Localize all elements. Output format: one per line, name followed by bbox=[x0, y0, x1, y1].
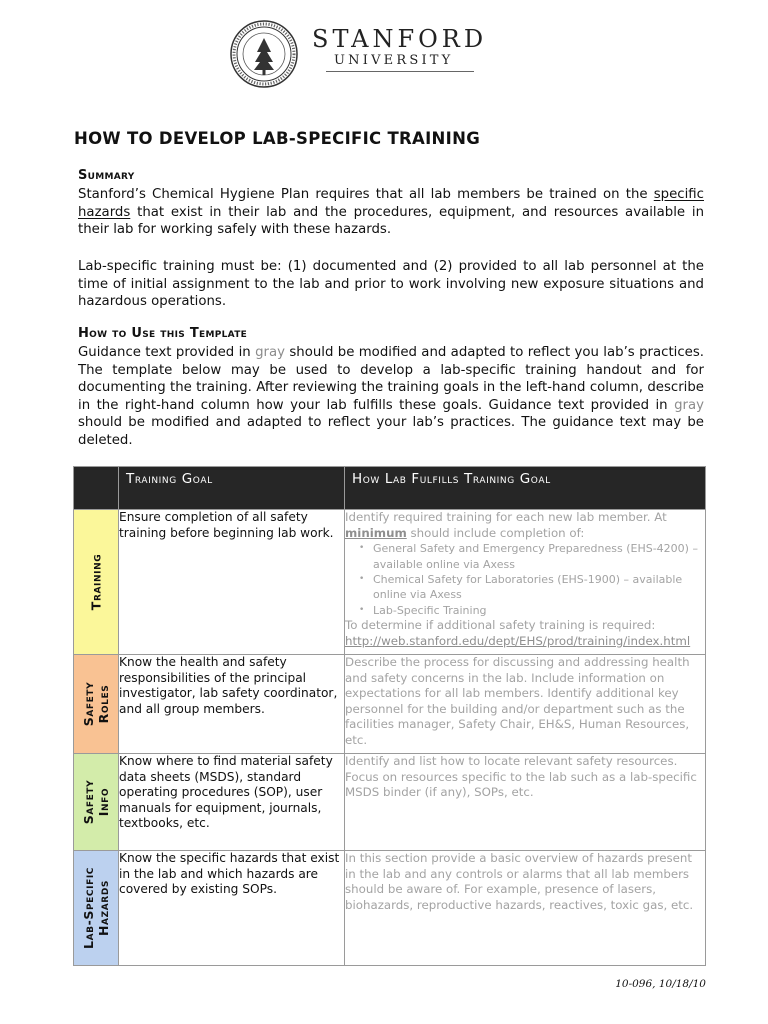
training-goal-cell: Know the specific hazards that exist in the lab and which hazards are covered by existing SOPs. bbox=[119, 851, 345, 966]
summary-heading: Summary bbox=[78, 168, 135, 183]
specific-hazards-link[interactable]: specific hazards bbox=[78, 187, 704, 220]
training-goal-cell: Know where to find material safety data sheets (MSDS), standard operating procedures (SOP), user manuals for equipment, journals, textbooks, etc. bbox=[119, 754, 345, 851]
header-corner-cell bbox=[74, 467, 119, 510]
training-goal-cell: Ensure completion of all safety training before beginning lab work. bbox=[119, 510, 345, 655]
side-label-safety-info: Safety Info bbox=[74, 754, 119, 851]
table-row bbox=[74, 754, 706, 851]
guidance-cell[interactable]: Identify required training for each new lab member. At minimum should include completion of: • General Safety and Emergency Preparedness (EHS-4200) – available online via Axess • Chemical Safety for Laboratories (EHS-1900) – available online via Axess • Lab-Specific Training To determine if additional safety training is required: http://web.stanford.edu/dept/EHS/prod/training/index.html bbox=[345, 510, 706, 655]
table-row bbox=[74, 851, 706, 966]
university-subtitle: UNIVERSITY bbox=[334, 53, 454, 68]
gray-keyword: gray bbox=[255, 345, 286, 360]
training-goal-cell: Know the health and safety responsibilities of the principal investigator, lab safety coordinator, and all group members. bbox=[119, 655, 345, 754]
summary-paragraph-2: Lab-specific training must be: (1) documented and (2) provided to all lab personnel at the time of initial assignment to the lab and prior to work involving new exposure situations and hazardous operations. bbox=[78, 259, 704, 309]
header-training-goal: Training Goal bbox=[119, 467, 345, 510]
how-to-use-heading: How to Use this Template bbox=[78, 326, 248, 341]
gray-keyword: gray bbox=[674, 397, 704, 413]
list-item: • Chemical Safety for Laboratories (EHS-1900) – available online via Axess bbox=[359, 572, 705, 603]
side-label-lab-specific-hazards: Lab-Specific Hazards bbox=[74, 851, 119, 966]
required-training-list bbox=[345, 541, 705, 618]
training-table bbox=[73, 466, 705, 964]
stanford-seal-logo bbox=[230, 20, 298, 88]
side-label-training: Training bbox=[74, 510, 119, 655]
header-how-lab-fulfills: How Lab Fulfills Training Goal bbox=[345, 467, 706, 510]
document-title: HOW TO DEVELOP LAB-SPECIFIC TRAINING bbox=[74, 129, 481, 148]
side-label-safety-roles: Safety Roles bbox=[74, 655, 119, 754]
ehs-training-link[interactable]: http://web.stanford.edu/dept/EHS/prod/training/index.html bbox=[345, 633, 691, 648]
university-name: STANFORD bbox=[312, 25, 488, 53]
letterhead-rule bbox=[326, 71, 474, 72]
summary-paragraph-1: Stanford’s Chemical Hygiene Plan requires that all lab members be trained on the specific hazards that exist in their lab and the procedures, equipment, and resources available in their lab for working safely with these hazards. bbox=[78, 187, 704, 237]
table-row bbox=[74, 655, 706, 754]
document-revision-footer: 10-096, 10/18/10 bbox=[615, 978, 706, 990]
how-to-use-paragraph: Guidance text provided in gray should be modified and adapted to reflect you lab’s practices. The template below may be used to develop a lab-specific training handout and for documenting the training. After reviewing the training goals in the left-hand column, describe in the right-hand column how your lab fulfills these goals. Guidance text provided in gray should be modified and adapted to reflect your lab’s practices. The guidance text may be deleted. bbox=[78, 345, 704, 448]
guidance-cell[interactable]: Identify and list how to locate relevant safety resources. Focus on resources specific to the lab such as a lab-specific MSDS binder (if any), SOPs, etc. bbox=[345, 754, 706, 851]
guidance-cell[interactable]: Describe the process for discussing and addressing health and safety concerns in the lab. Include information on expectations for all lab members. Identify additional key personnel for the building and/or department such as the facilities manager, Safety Chair, EH&S, Human Resources, etc. bbox=[345, 655, 706, 754]
guidance-cell[interactable]: In this section provide a basic overview of hazards present in the lab and any controls or alarms that all lab members should be aware of. For example, presence of lasers, biohazards, reproductive hazards, reactives, toxic gas, etc. bbox=[345, 851, 706, 966]
table-row bbox=[74, 510, 706, 655]
list-item: • Lab-Specific Training bbox=[359, 603, 705, 618]
table-header-row bbox=[74, 467, 706, 510]
list-item: • General Safety and Emergency Preparedness (EHS-4200) – available online via Axess bbox=[359, 541, 705, 572]
